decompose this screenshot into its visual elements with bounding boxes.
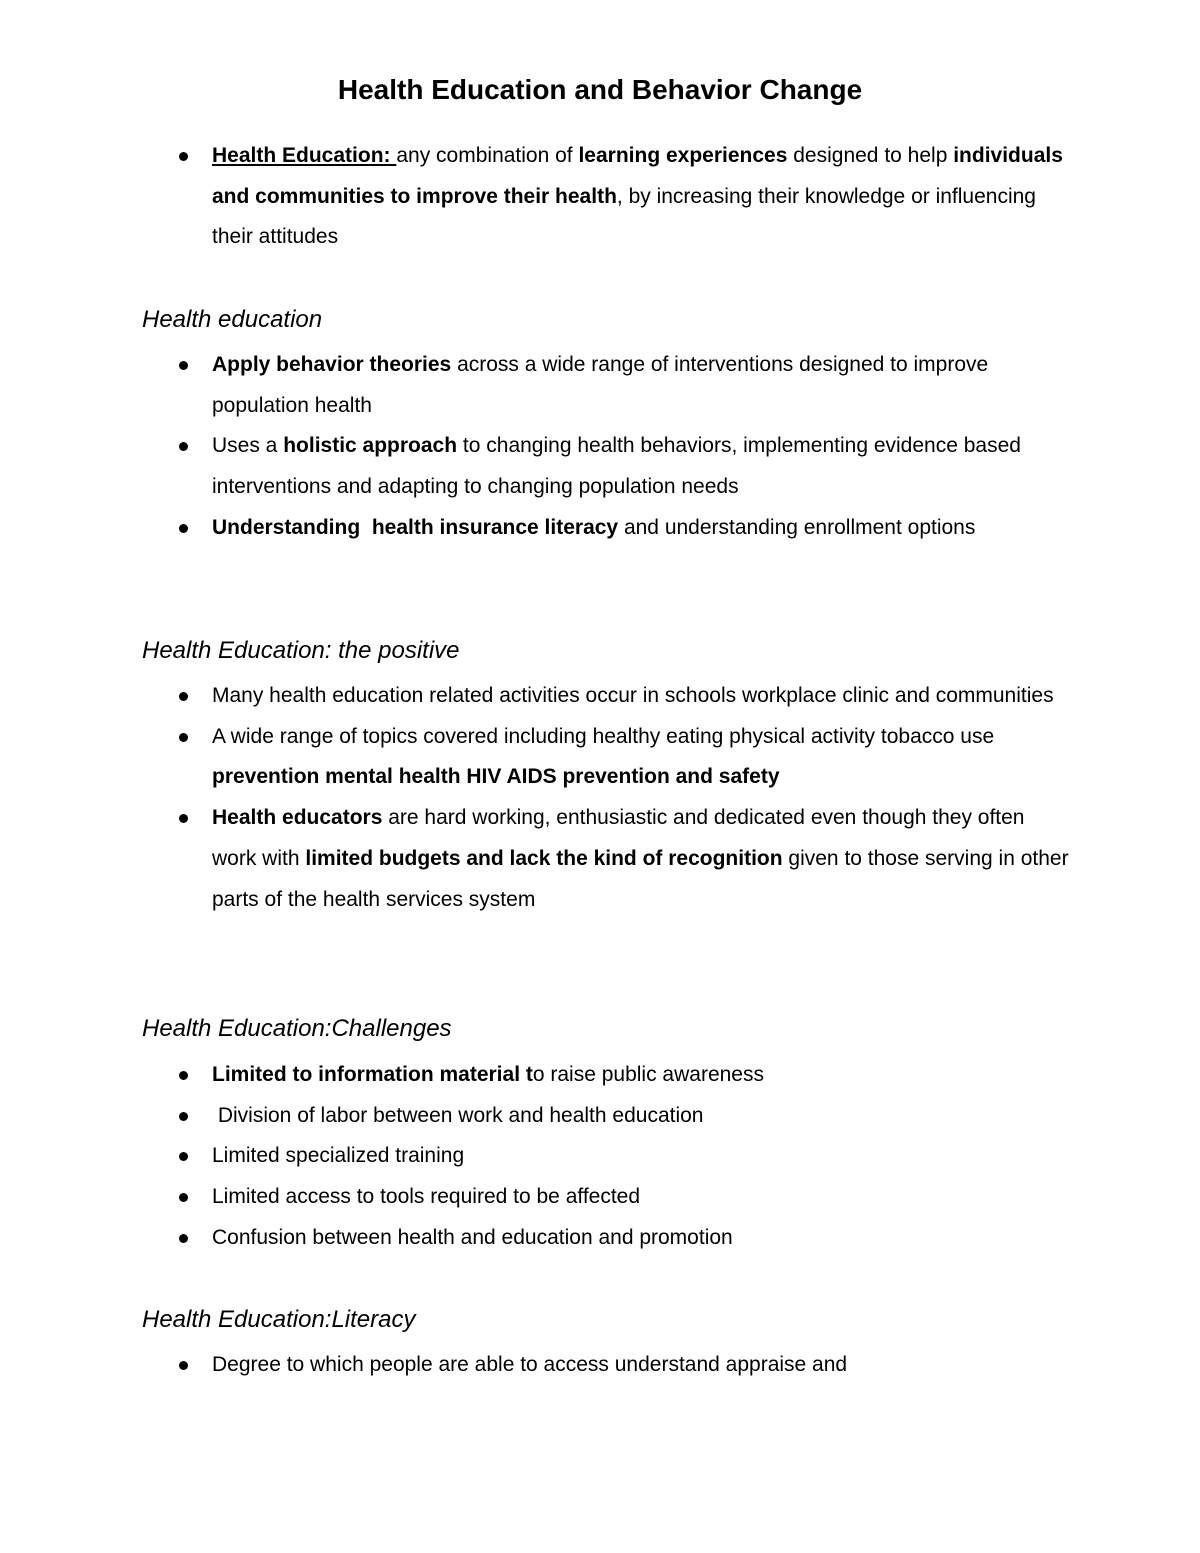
document-title: Health Education and Behavior Change — [337, 74, 863, 105]
bullet-icon — [179, 733, 188, 742]
list-item: Degree to which people are able to access understand appraise and — [142, 1345, 1072, 1386]
term-label: Health Education: — [212, 144, 397, 167]
section-heading-literacy: Health Education:Literacy — [142, 1306, 416, 1333]
list-item: Confusion between health and education and promotion — [142, 1218, 1072, 1259]
bullet-icon — [179, 1361, 188, 1370]
list-item: Limited specialized training — [142, 1136, 1072, 1177]
list-item: Understanding health insurance literacy and understanding enrollment options — [142, 508, 1072, 549]
list-item: A wide range of topics covered including healthy eating physical activity tobacco use prevention mental health HIV AIDS prevention and safety — [142, 717, 1072, 798]
bullet-icon — [179, 524, 188, 533]
bullet-icon — [179, 1234, 188, 1243]
section-heading-health-education: Health education — [142, 306, 323, 333]
list-item: Uses a holistic approach to changing health behaviors, implementing evidence based interventions and adapting to changing population needs — [142, 426, 1072, 507]
list-item: Division of labor between work and health education — [142, 1096, 1072, 1137]
bullet-icon — [179, 814, 188, 823]
bullet-icon — [179, 692, 188, 701]
bullet-icon — [179, 1152, 188, 1161]
list-item: Health Education: any combination of learning experiences designed to help individuals and communities to improve their health, by increasing their knowledge or influencing their attitudes — [142, 136, 1072, 258]
definition-list — [142, 136, 1072, 258]
positive-list — [142, 676, 1072, 920]
section-heading-positive: Health Education: the positive — [142, 637, 460, 664]
bullet-icon — [179, 1071, 188, 1080]
section-heading-challenges: Health Education:Challenges — [142, 1015, 452, 1042]
list-item: Limited to information material to raise public awareness — [142, 1055, 1072, 1096]
list-item: Limited access to tools required to be affected — [142, 1177, 1072, 1218]
bullet-icon — [179, 1112, 188, 1121]
bullet-icon — [179, 442, 188, 451]
bullet-icon — [179, 361, 188, 370]
list-item: Many health education related activities occur in schools workplace clinic and communities — [142, 676, 1072, 717]
literacy-list — [142, 1345, 1072, 1386]
health-education-list — [142, 345, 1072, 549]
bullet-icon — [179, 152, 188, 161]
list-item: Health educators are hard working, enthusiastic and dedicated even though they often work with limited budgets and lack the kind of recognition given to those serving in other parts of the health services system — [142, 798, 1072, 920]
challenges-list — [142, 1055, 1072, 1259]
list-item: Apply behavior theories across a wide range of interventions designed to improve population health — [142, 345, 1072, 426]
bullet-icon — [179, 1193, 188, 1202]
